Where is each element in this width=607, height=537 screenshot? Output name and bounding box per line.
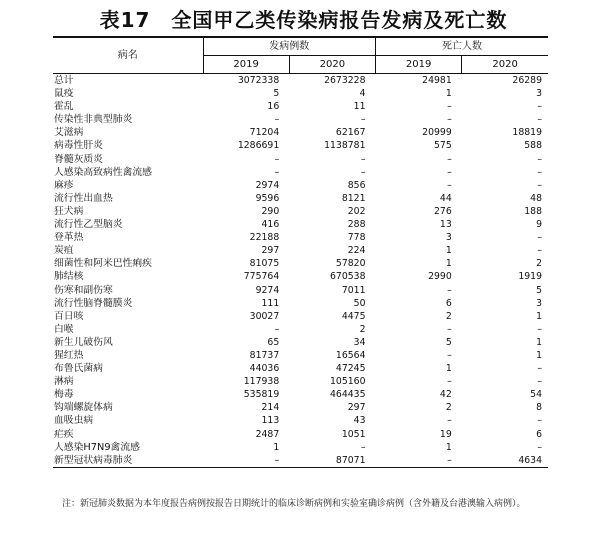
deaths-2019-cell: 575 — [434, 140, 452, 152]
deaths-2019-cell: – — [447, 376, 452, 388]
table-row — [53, 401, 548, 414]
table-row — [53, 257, 548, 270]
table-row — [53, 100, 548, 113]
deaths-2020-cell: 4634 — [462, 454, 548, 468]
cases-group-header: 发病例数 — [203, 37, 376, 56]
disease-name-cell: 细菌性和阿米巴性痢疾 — [54, 258, 152, 270]
deaths-2020-cell: – — [537, 153, 542, 165]
deaths-2019-cell: 6 — [445, 297, 452, 309]
table-body — [53, 74, 548, 468]
deaths-2019-cell: 2 — [445, 310, 452, 322]
table-row — [53, 205, 548, 218]
deaths-2019-cell: – — [447, 349, 452, 361]
table-row — [53, 284, 548, 297]
table-row — [53, 192, 548, 205]
deaths-2019-cell: 276 — [434, 205, 452, 217]
disease-name-cell: 传染性非典型肺炎 — [54, 114, 133, 126]
cases-2020-cell: 11 — [353, 101, 366, 113]
deaths-2019-cell: – — [447, 179, 452, 191]
table-row — [53, 388, 548, 401]
cases-2020-cell: 4475 — [341, 310, 366, 322]
table-title: 表17 全国甲乙类传染病报告发病及死亡数 — [99, 8, 508, 32]
deaths-2020-cell: 1919 — [518, 271, 542, 283]
deaths-2020-cell: – — [537, 166, 542, 178]
table-row — [53, 454, 548, 468]
deaths-2020-cell: 1 — [536, 349, 542, 361]
table-row — [53, 218, 548, 231]
table-row — [53, 87, 548, 100]
table-row — [53, 166, 548, 179]
deaths-2020-cell: 6 — [536, 428, 542, 440]
cases-2019-cell: 290 — [261, 205, 280, 217]
cases-2019-cell: 416 — [261, 219, 280, 231]
deaths-2020-cell: 26289 — [512, 75, 542, 86]
deaths-2020-cell: – — [537, 114, 542, 126]
disease-name-cell: 流行性出血热 — [54, 192, 113, 204]
table-row — [53, 375, 548, 388]
cases-2020-cell: 34 — [353, 336, 366, 348]
deaths-2020-cell: – — [537, 323, 542, 335]
deaths-2020-cell: 1 — [536, 336, 542, 348]
deaths-2019-cell: – — [447, 153, 452, 165]
cases-2020-cell: 50 — [353, 297, 366, 309]
table-row — [53, 297, 548, 310]
deaths-2019-cell: 1 — [445, 441, 452, 453]
cases-2020-cell: – — [360, 153, 366, 165]
deaths-2020-cell: 5 — [536, 284, 542, 296]
cases-2020-cell: 105160 — [330, 376, 366, 388]
cases-2020-cell: 288 — [347, 219, 366, 231]
cases-2020-cell: 62167 — [335, 127, 366, 139]
table-row — [53, 441, 548, 454]
cases-2019-cell: 2974 — [255, 179, 280, 191]
cases-2020-cell: 43 — [353, 415, 366, 427]
cases-2020-cell: – — [360, 114, 366, 126]
table-row — [53, 428, 548, 441]
disease-name-cell: 流行性脑脊髓膜炎 — [54, 297, 133, 309]
table-row — [53, 113, 548, 126]
cases-2019-cell: 1286691 — [237, 140, 280, 152]
deaths-2019-cell: 19 — [439, 428, 452, 440]
cases-2020-cell: 2 — [359, 323, 366, 335]
disease-name-cell: 鼠疫 — [54, 88, 74, 100]
cases-2019-cell: 81737 — [249, 349, 280, 361]
cases-2019-cell: – — [274, 153, 280, 165]
cases-2019-cell: 297 — [261, 245, 280, 257]
table-row — [53, 126, 548, 139]
deaths-2020-cell: 8 — [536, 402, 542, 414]
table-row — [53, 244, 548, 257]
deaths-2020-cell: – — [537, 101, 542, 113]
deaths-2020-cell: 3 — [536, 297, 542, 309]
cases-2020-cell: 2673228 — [324, 75, 366, 86]
cases-2020-cell: 57820 — [335, 258, 366, 270]
deaths-2019-cell: 1 — [445, 363, 452, 375]
deaths-2019-cell: 1 — [445, 258, 452, 270]
cases-2019-cell: – — [274, 114, 280, 126]
deaths-2019-cell: 13 — [439, 219, 452, 231]
cases-2019-cell: – — [274, 323, 280, 335]
disease-name-cell: 肺结核 — [54, 271, 84, 283]
deaths-2019-cell: – — [447, 284, 452, 296]
disease-name-cell: 新生儿破伤风 — [54, 336, 113, 348]
disease-name-header: 病名 — [53, 37, 203, 74]
cases-2020-cell: 670538 — [330, 271, 366, 283]
table-row — [53, 323, 548, 336]
cases-2019-cell: 44036 — [249, 363, 280, 375]
cases-2019-cell: 81075 — [249, 258, 280, 270]
cases-2020-cell: – — [360, 166, 366, 178]
cases-2019-cell: 71204 — [249, 127, 280, 139]
disease-name-cell: 百日咳 — [54, 310, 84, 322]
disease-name-cell: 白喉 — [54, 323, 74, 335]
deaths-2020-cell: 3 — [536, 88, 542, 100]
cases-2020-cell: 1051 — [341, 428, 366, 440]
cases-2020-cell: 7011 — [341, 284, 366, 296]
footnote: 注：新冠肺炎数据为本年度报告病例按报告日期统计的临床诊断病例和实验室确诊病例（含外籍及台港澳输入病例）。 — [62, 499, 526, 509]
table-row — [53, 153, 548, 166]
disease-name-cell: 登革热 — [54, 232, 84, 244]
disease-name-cell: 猩红热 — [54, 349, 84, 361]
deaths-2019-cell: 44 — [439, 192, 452, 204]
cases-2019-cell: 5 — [273, 88, 280, 100]
header-row-groups — [53, 37, 548, 56]
table-row — [53, 414, 548, 427]
deaths-2019-cell: 1 — [445, 245, 452, 257]
disease-name-cell: 总计 — [54, 75, 74, 86]
deaths-2020-cell: – — [537, 363, 542, 375]
cases-2019-cell: – — [203, 454, 289, 468]
cases-2019-cell: 30027 — [249, 310, 280, 322]
cases-2020-cell: – — [360, 441, 366, 453]
disease-name-cell: 血吸虫病 — [54, 415, 94, 427]
deaths-2020-cell: – — [537, 245, 542, 257]
cases-2019-cell: 775764 — [243, 271, 280, 283]
deaths-2020-cell: 18819 — [512, 127, 542, 139]
disease-name-cell: 麻疹 — [54, 179, 74, 191]
cases-2020-cell: 224 — [347, 245, 366, 257]
disease-name-cell: 人感染高致病性禽流感 — [54, 166, 152, 178]
deaths-group-header: 死亡人数 — [376, 37, 549, 56]
deaths-2020-cell: – — [537, 232, 542, 244]
disease-name-cell: 疟疾 — [54, 428, 74, 440]
cases-2020-cell: 47245 — [335, 363, 366, 375]
deaths-2020-cell: 48 — [530, 192, 542, 204]
deaths-2019-cell: 2 — [445, 402, 452, 414]
deaths-2019-cell: 5 — [445, 336, 452, 348]
cases-2019-cell: 22188 — [249, 232, 280, 244]
deaths-2020-cell: 1 — [536, 310, 542, 322]
table-row — [53, 231, 548, 244]
deaths-2020-cell: – — [537, 179, 542, 191]
deaths-2019-cell: 42 — [439, 389, 452, 401]
year-header: 2019 — [376, 56, 462, 74]
disease-name-cell: 钩端螺旋体病 — [54, 402, 113, 414]
deaths-2019-cell: – — [447, 323, 452, 335]
disease-name-cell: 狂犬病 — [54, 205, 84, 217]
deaths-2020-cell: 54 — [530, 389, 542, 401]
cases-2020-cell: 16564 — [335, 349, 366, 361]
deaths-2020-cell: 588 — [524, 140, 542, 152]
deaths-2020-cell: 2 — [536, 258, 542, 270]
deaths-2019-cell: – — [376, 454, 462, 468]
deaths-2020-cell: – — [537, 441, 542, 453]
cases-2020-cell: 8121 — [341, 192, 366, 204]
year-header: 2019 — [203, 56, 289, 74]
deaths-2019-cell: – — [447, 114, 452, 126]
disease-name-cell: 脊髓灰质炎 — [54, 153, 103, 165]
deaths-2019-cell: 1 — [445, 88, 452, 100]
cases-2019-cell: 1 — [273, 441, 280, 453]
deaths-2019-cell: 3 — [445, 232, 452, 244]
deaths-2020-cell: 9 — [536, 219, 542, 231]
cases-2020-cell: 464435 — [330, 389, 366, 401]
deaths-2019-cell: 2990 — [428, 271, 452, 283]
cases-2019-cell: 9274 — [255, 284, 280, 296]
cases-2019-cell: 111 — [261, 297, 280, 309]
disease-name-cell: 布鲁氏菌病 — [54, 363, 103, 375]
disease-table-container — [53, 36, 548, 468]
cases-2019-cell: 3072338 — [237, 75, 280, 86]
cases-2020-cell: 87071 — [289, 454, 375, 468]
cases-2019-cell: 214 — [261, 402, 280, 414]
cases-2019-cell: – — [274, 166, 280, 178]
disease-name-cell: 流行性乙型脑炎 — [54, 219, 123, 231]
cases-2020-cell: 202 — [347, 205, 366, 217]
disease-name-cell: 梅毒 — [54, 389, 74, 401]
cases-2019-cell: 2487 — [255, 428, 280, 440]
disease-name-cell: 病毒性肝炎 — [54, 140, 103, 152]
table-row — [53, 336, 548, 349]
disease-name-cell: 人感染H7N9禽流感 — [54, 441, 140, 453]
cases-2019-cell: 535819 — [243, 389, 280, 401]
disease-name-cell: 新型冠状病毒肺炎 — [53, 454, 203, 468]
year-header: 2020 — [289, 56, 375, 74]
cases-2019-cell: 117938 — [243, 376, 280, 388]
deaths-2020-cell: – — [537, 415, 542, 427]
disease-name-cell: 伤寒和副伤寒 — [54, 284, 113, 296]
cases-2020-cell: 1138781 — [324, 140, 366, 152]
table-row — [53, 362, 548, 375]
disease-name-cell: 炭疽 — [54, 245, 74, 257]
deaths-2020-cell: 188 — [524, 205, 542, 217]
table-row — [53, 270, 548, 283]
disease-name-cell: 艾滋病 — [54, 127, 84, 139]
cases-2019-cell: 113 — [261, 415, 280, 427]
cases-2020-cell: 856 — [347, 179, 366, 191]
disease-table — [53, 36, 548, 468]
deaths-2019-cell: 20999 — [422, 127, 452, 139]
cases-2019-cell: 16 — [267, 101, 280, 113]
deaths-2019-cell: 24981 — [422, 75, 452, 86]
cases-2020-cell: 297 — [347, 402, 366, 414]
year-header: 2020 — [462, 56, 548, 74]
cases-2019-cell: 65 — [267, 336, 280, 348]
table-row — [53, 139, 548, 152]
table-row — [53, 310, 548, 323]
deaths-2019-cell: – — [447, 101, 452, 113]
deaths-2019-cell: – — [447, 415, 452, 427]
deaths-2019-cell: – — [447, 166, 452, 178]
cases-2020-cell: 778 — [347, 232, 366, 244]
disease-name-cell: 霍乱 — [54, 101, 74, 113]
cases-2020-cell: 4 — [359, 88, 366, 100]
table-row — [53, 179, 548, 192]
table-row — [53, 74, 548, 88]
deaths-2020-cell: – — [537, 376, 542, 388]
disease-name-cell: 淋病 — [54, 376, 74, 388]
table-row — [53, 349, 548, 362]
cases-2019-cell: 9596 — [255, 192, 280, 204]
